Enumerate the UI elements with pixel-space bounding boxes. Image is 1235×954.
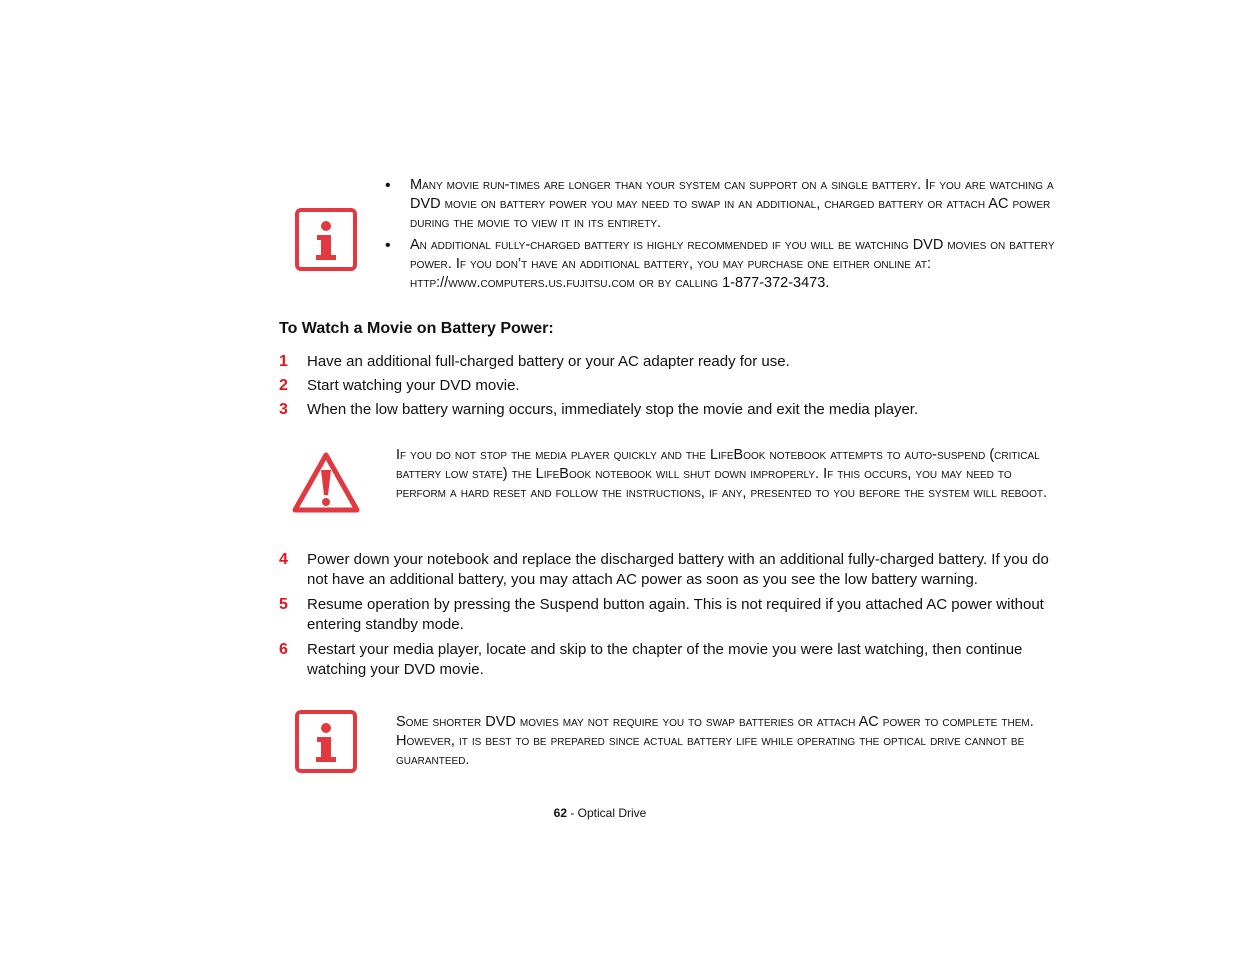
section-heading: To Watch a Movie on Battery Power: — [279, 320, 554, 337]
bullet-text: An additional fully-charged battery is highly recommended if you will be watching DVD movies on battery power. If you don’t have an additional battery, you may purchase one either online at: http://www.computers.us.fujitsu.com or by calling 1-877-372-3473. — [410, 237, 1055, 291]
note-bullet — [380, 176, 1060, 233]
step-item — [279, 376, 1069, 396]
bullet-text: Many movie run-times are longer than your system can support on a single battery. If you are watching a DVD movie on battery power you may need to swap in an additional, charged battery or attach AC power during the movie to view it in its entirety. — [410, 177, 1054, 231]
step-text: Power down your notebook and replace the discharged battery with an additional fully-charged battery. If you do not have an additional battery, you may attach AC power as soon as you see the low battery warning. — [307, 551, 1049, 588]
step-item — [279, 595, 1069, 635]
bullet-icon: • — [385, 237, 391, 254]
steps-list-b — [279, 550, 1069, 680]
note-2 — [396, 713, 1062, 770]
step-item — [279, 640, 1069, 680]
step-number: 5 — [279, 596, 288, 613]
steps-list-a — [279, 352, 1069, 420]
note-2-text: Some shorter DVD movies may not require you to swap batteries or attach AC power to complete them. However, it is best to be prepared since actual battery life while operating the optical drive cannot be guaranteed. — [396, 714, 1034, 768]
step-item — [279, 550, 1069, 590]
page-footer — [0, 806, 1200, 820]
warning-note — [396, 446, 1062, 503]
step-text: Start watching your DVD movie. — [307, 377, 520, 394]
step-number: 2 — [279, 377, 288, 394]
step-item — [279, 400, 1069, 420]
warning-icon — [292, 452, 360, 514]
info-icon — [295, 208, 357, 271]
bullet-icon: • — [385, 177, 391, 194]
step-number: 4 — [279, 551, 288, 568]
note-bullet — [380, 236, 1060, 293]
step-item — [279, 352, 1069, 372]
info-icon — [295, 710, 357, 773]
step-text: Have an additional full-charged battery or your AC adapter ready for use. — [307, 353, 790, 370]
step-text: Restart your media player, locate and skip to the chapter of the movie you were last watching, then continue watching your DVD movie. — [307, 641, 1023, 678]
step-number: 3 — [279, 401, 288, 418]
footer-section: Optical Drive — [577, 806, 647, 820]
step-number: 1 — [279, 353, 288, 370]
step-text: Resume operation by pressing the Suspend button again. This is not required if you attached AC power without entering standby mode. — [307, 596, 1044, 633]
footer-separator: - — [567, 806, 578, 820]
step-text: When the low battery warning occurs, immediately stop the movie and exit the media player. — [307, 401, 919, 418]
note-1 — [380, 176, 1060, 296]
step-number: 6 — [279, 641, 288, 658]
page-number: 62 — [553, 806, 567, 820]
warning-text: If you do not stop the media player quickly and the LifeBook notebook attempts to auto-suspend (critical battery low state) the LifeBook notebook will shut down improperly. If this occurs, you may need to perform a hard reset and follow the instructions, if any, presented to you before the system will reboot. — [396, 447, 1048, 501]
